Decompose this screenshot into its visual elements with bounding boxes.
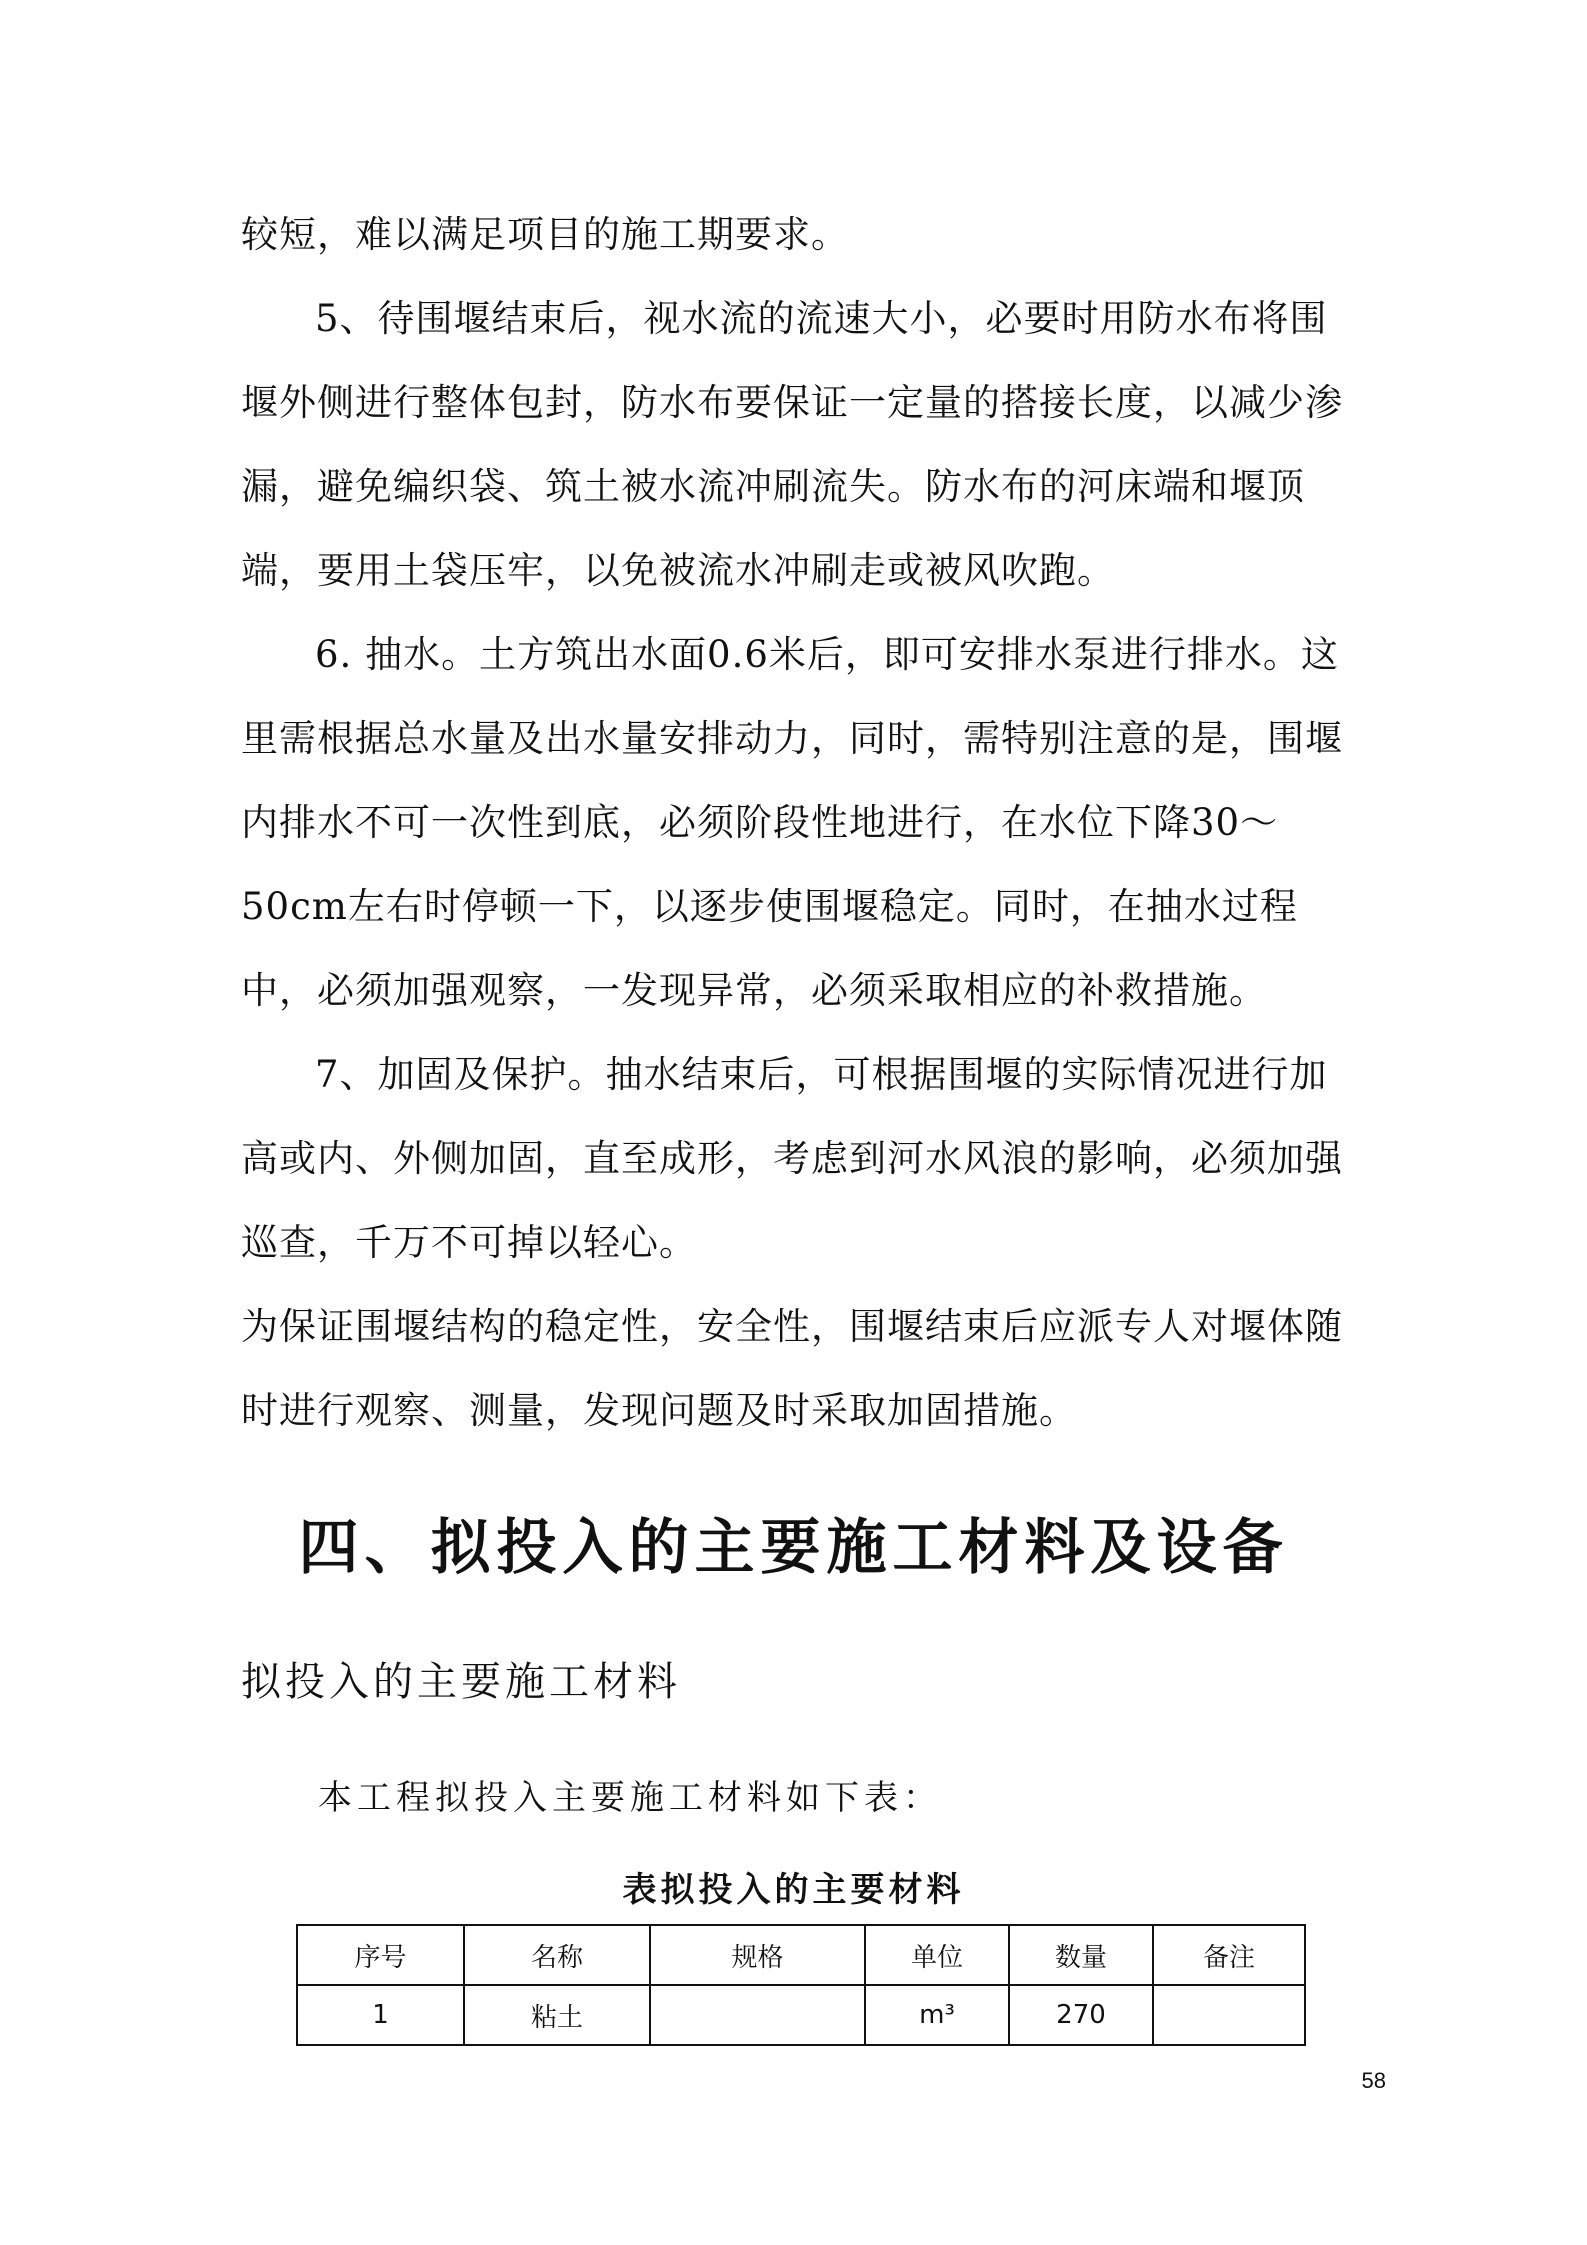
cell-index: 1	[297, 1985, 464, 2045]
cell-quantity: 270	[1009, 1985, 1153, 2045]
cell-remarks	[1153, 1985, 1305, 2045]
cell-spec	[650, 1985, 865, 2045]
subsection-title: 拟投入的主要施工材料	[241, 1659, 681, 1705]
header-spec: 规格	[650, 1925, 865, 1985]
table-row	[297, 1985, 1305, 2045]
header-index: 序号	[297, 1925, 464, 1985]
body-paragraph-continuation: 较短，难以满足项目的施工期要求。	[241, 213, 849, 256]
table-intro-text: 本工程拟投入主要施工材料如下表：	[318, 1778, 942, 1818]
body-paragraph-item-7: 7、加固及保护。抽水结束后，可根据围堰的实际情况进行加高或内、外侧加固，直至成形，考虑到河水风浪的影响，必须加强巡查，千万不可掉以轻心。	[241, 1053, 1343, 1264]
materials-table	[296, 1924, 1306, 2046]
cell-name: 粘土	[464, 1985, 650, 2045]
header-name: 名称	[464, 1925, 650, 1985]
cell-unit: m³	[865, 1985, 1009, 2045]
header-remarks: 备注	[1153, 1925, 1305, 1985]
body-paragraph-closing: 为保证围堰结构的稳定性，安全性，围堰结束后应派专人对堰体随时进行观察、测量，发现问题及时采取加固措施。	[241, 1305, 1343, 1432]
section-title: 四、拟投入的主要施工材料及设备	[298, 1513, 1289, 1583]
page-number: 58	[1361, 2068, 1386, 2093]
header-quantity: 数量	[1009, 1925, 1153, 1985]
body-paragraph-item-6: 6. 抽水。土方筑出水面0.6米后，即可安排水泵进行排水。这里需根据总水量及出水量安排动力，同时，需特别注意的是，围堰内排水不可一次性到底，必须阶段性地进行，在水位下降30～50cm左右时停顿一下，以逐步使围堰稳定。同时，在抽水过程中，必须加强观察，一发现异常，必须采取相应的补救措施。	[241, 633, 1343, 1012]
header-unit: 单位	[865, 1925, 1009, 1985]
body-paragraph-item-5: 5、待围堰结束后，视水流的流速大小，必要时用防水布将围堰外侧进行整体包封，防水布要保证一定量的搭接长度，以减少渗漏，避免编织袋、筑土被水流冲刷流失。防水布的河床端和堰顶端，要用土袋压牢，以免被流水冲刷走或被风吹跑。	[241, 297, 1343, 592]
table-caption: 表拟投入的主要材料	[622, 1870, 965, 1910]
table-header-row	[297, 1925, 1305, 1985]
